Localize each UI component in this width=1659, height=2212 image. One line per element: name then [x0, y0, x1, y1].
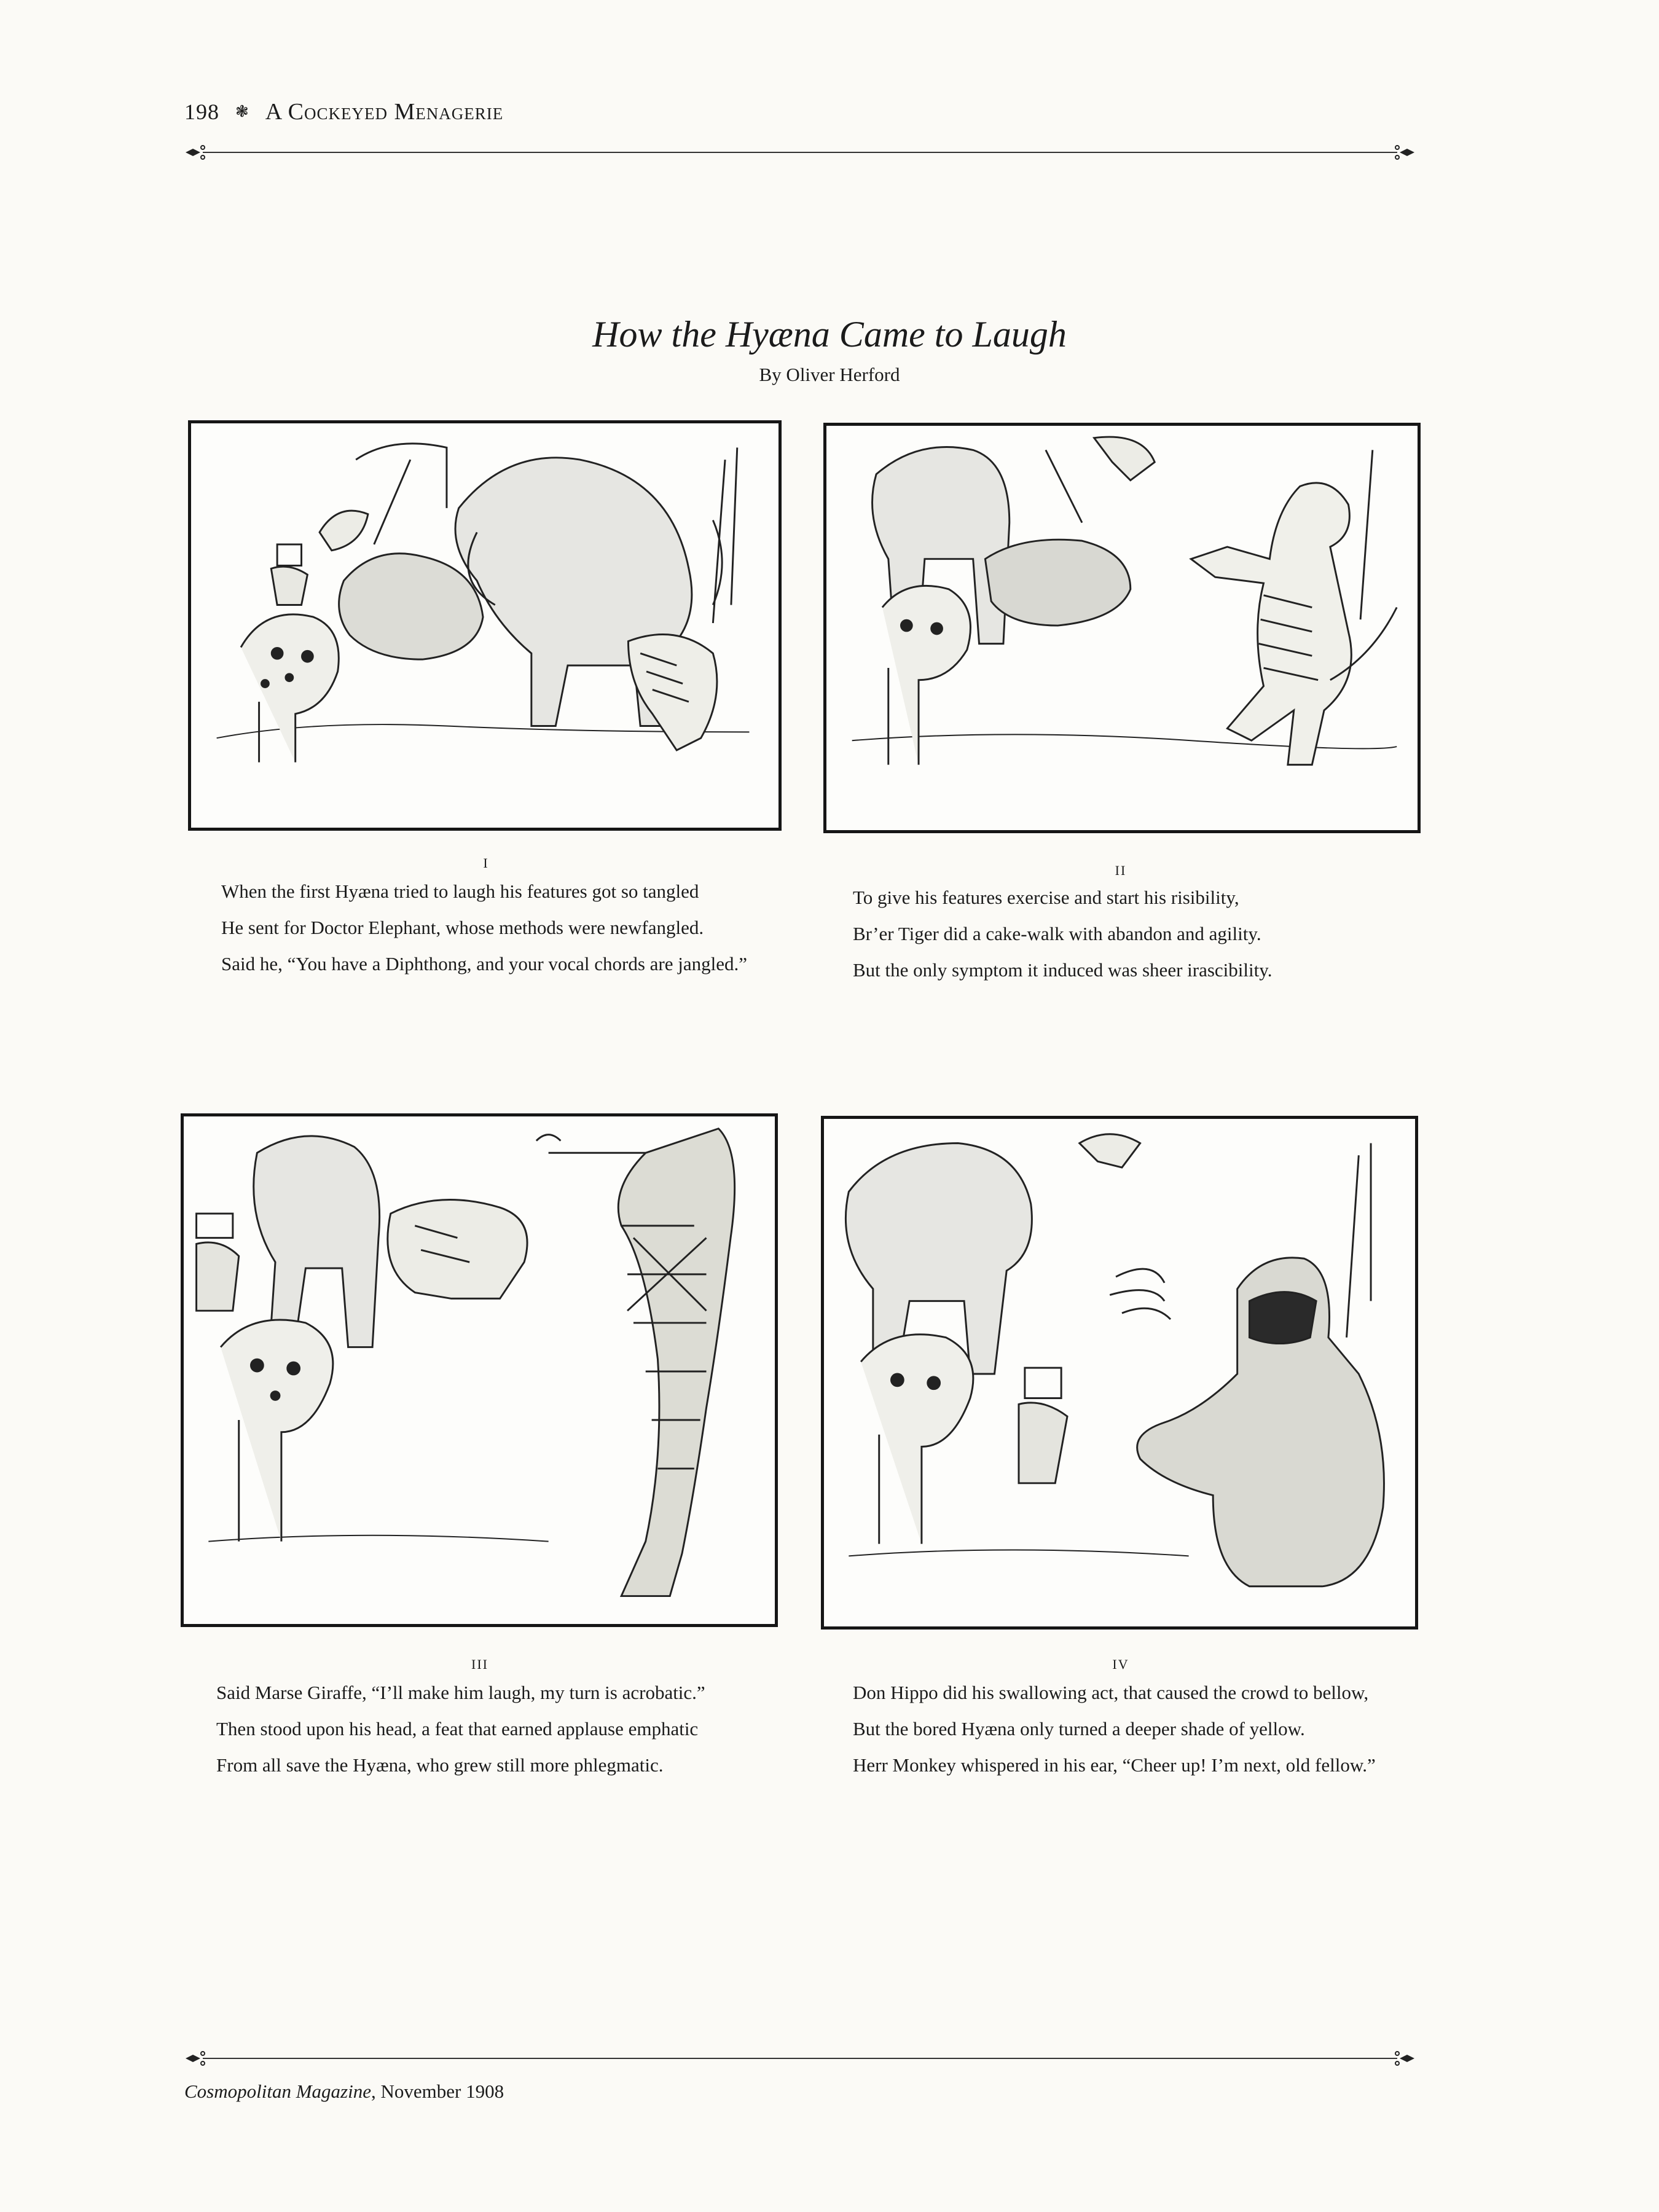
- stanza-3-line-2: Then stood upon his head, a feat that earned applause emphatic: [216, 1718, 699, 1739]
- book-title: A Cockeyed Menagerie: [265, 99, 504, 125]
- story-title: How the Hyæna Came to Laugh: [592, 314, 1067, 355]
- stanza-4-line-1: Don Hippo did his swallowing act, that caused the crowd to bellow,: [853, 1682, 1369, 1703]
- illustration-elephant-examines-hippo: [191, 423, 779, 828]
- stanza-2: [853, 885, 1406, 994]
- illustration-panel-2: [823, 423, 1421, 833]
- publication-date: , November 1908: [371, 2081, 504, 2102]
- illustration-hippo-swallowing-act: [824, 1119, 1415, 1626]
- stanza-1-line-3: Said he, “You have a Diphthong, and your vocal chords are jangled.”: [221, 953, 748, 975]
- source-citation: [184, 2081, 504, 2103]
- stanza-3: [216, 1680, 757, 1789]
- bottom-ornamental-rule: [184, 2050, 1416, 2067]
- byline: By Oliver Herford: [759, 364, 900, 385]
- illustration-giraffe-headstand: [184, 1116, 775, 1624]
- stanza-4-numeral: IV: [1112, 1657, 1129, 1672]
- stanza-3-numeral: III: [471, 1657, 488, 1672]
- stanza-3-line-3: From all save the Hyæna, who grew still more phlegmatic.: [216, 1754, 664, 1776]
- stanza-1-line-1: When the first Hyæna tried to laugh his features got so tangled: [221, 880, 699, 902]
- stanza-2-line-3: But the only symptom it induced was sheer irascibility.: [853, 959, 1273, 981]
- top-ornamental-rule: [184, 144, 1416, 161]
- illustration-panel-1: [188, 420, 782, 831]
- stanza-4: [853, 1680, 1394, 1789]
- stanza-2-line-1: To give his features exercise and start his risibility,: [853, 887, 1239, 908]
- stanza-3-line-1: Said Marse Giraffe, “I’ll make him laugh, my turn is acrobatic.”: [216, 1682, 705, 1703]
- stanza-1: [221, 879, 762, 987]
- illustration-panel-3: [181, 1113, 778, 1627]
- page-number: 198: [184, 100, 219, 124]
- stanza-4-line-2: But the bored Hyæna only turned a deeper shade of yellow.: [853, 1718, 1305, 1739]
- running-head: [184, 98, 503, 125]
- illustration-tiger-cakewalk: [826, 426, 1418, 830]
- illustration-panel-4: [821, 1116, 1418, 1630]
- stanza-1-numeral: I: [483, 855, 489, 871]
- stanza-1-line-2: He sent for Doctor Elephant, whose methods were newfangled.: [221, 917, 704, 938]
- stanza-2-numeral: II: [1115, 863, 1127, 878]
- publication-name: Cosmopolitan Magazine: [184, 2081, 371, 2102]
- stanza-4-line-3: Herr Monkey whispered in his ear, “Cheer up! I’m next, old fellow.”: [853, 1754, 1376, 1776]
- flower-ornament-icon: ❃: [235, 103, 249, 120]
- stanza-2-line-2: Br’er Tiger did a cake-walk with abandon and agility.: [853, 923, 1261, 944]
